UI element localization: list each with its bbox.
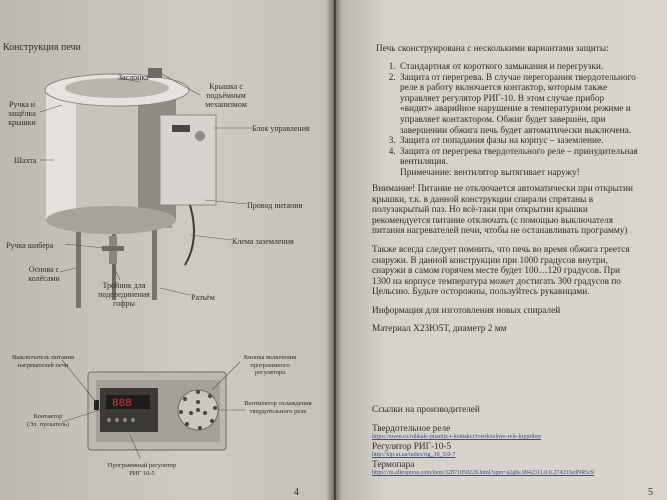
control-fan: [195, 131, 205, 141]
damper-handle: [102, 246, 124, 251]
link-url[interactable]: https://ru.aliexpress.com/item/32871850229.html?spm=a2g0s.9042311.0.0.274233edNR5c9: [372, 470, 594, 476]
page-number-right: 5: [648, 487, 653, 498]
label-power-wire: Провод питания: [247, 201, 303, 210]
label-line: регулятора: [254, 369, 286, 376]
label-ground-clamp: Клема заземления: [232, 237, 294, 246]
label-line: нагревателей печи: [17, 361, 69, 369]
label-line: механизмом: [205, 100, 247, 109]
label-heater-switch: [6, 354, 80, 369]
label-line: крышки: [8, 118, 36, 127]
label-line: Кнопка включения: [243, 354, 297, 361]
label-line: (Эл. пускатель): [26, 420, 70, 428]
material-line: Материал Х23Ю5Т, диаметр 2 мм: [372, 324, 507, 334]
label-line: подъёмным: [206, 91, 246, 100]
label-line: программного: [250, 361, 290, 369]
control-display: [172, 125, 190, 132]
label-regulator: [98, 462, 186, 477]
label-connector: Разъём: [191, 293, 215, 302]
book-fold: [326, 0, 342, 500]
regulator-button: [115, 418, 119, 422]
protection-item: 4. Защита от перегрева твердотельного реле – принудительная вентиляция.: [398, 147, 638, 168]
lid-mechanism-part: [148, 68, 162, 78]
label-program-button: [236, 354, 304, 377]
regulator-button: [107, 418, 111, 422]
regulator-button: [131, 418, 135, 422]
kiln-bottom: [46, 206, 176, 234]
label-line: Вентилятор охлаждения: [244, 400, 312, 407]
protection-note: Примечание: вентилятор вытягивает наружу!: [400, 167, 580, 178]
label-line: Контактор: [33, 413, 63, 420]
regulator-button: [123, 418, 127, 422]
power-switch: [94, 400, 99, 410]
label-tee: [92, 281, 156, 308]
label-control-unit: Блок управления: [252, 124, 310, 133]
label-damper-handle: Ручка шибера: [6, 241, 54, 250]
label-cooling-fan: [236, 400, 320, 415]
label-line: Выключатель питания: [12, 354, 74, 361]
label-lid: Заслонка: [118, 73, 149, 82]
label-line: гофры: [113, 299, 135, 308]
label-line: Программный регулятор: [107, 462, 177, 469]
page-number-left: 4: [294, 487, 299, 498]
label-line: Крышка с: [209, 82, 243, 91]
protection-item: 2. Защита от перегрева. В случае перегорания твердотельного реле в работу включается контактор, которым также управляет регулятор РИГ-10. В этом случае прибор «видит» аварийное нарушение в температурном режиме и управляет контактором. Обжиг будет завершён, при завершении обжига печь будет автоматически выключена.: [398, 73, 638, 137]
label-line: твердотельного реле: [249, 407, 307, 415]
protection-list: [376, 62, 638, 179]
page-heading: Конструкция печи: [3, 42, 81, 53]
protection-item: 1. Стандартная от короткого замыкания и перегрузки.: [398, 62, 638, 73]
label-line: защёлка: [8, 109, 36, 118]
protection-intro: Печь сконструирована с несколькими вариантами защиты:: [376, 44, 609, 54]
label-line: колёсами: [28, 274, 60, 283]
link-title: Термопара: [372, 460, 415, 470]
link-title: Регулятор РИГ-10-5: [372, 442, 452, 452]
label-contactor: [18, 413, 78, 428]
label-lid-mechanism: [198, 82, 254, 109]
regulator-digits: 888: [112, 398, 132, 410]
link-title: Твердотельное реле: [372, 424, 451, 434]
label-base-wheels: [24, 265, 64, 283]
spirals-title: Информация для изготовления новых спиралей: [372, 306, 561, 316]
cooling-fan-grille: [178, 390, 218, 430]
power-wire: [185, 205, 194, 265]
label-line: РИГ 10-5: [129, 469, 155, 477]
hot-surface-paragraph: Также всегда следует помнить, что печь во время обжига греется снаружи. В данной конструкции при 1000 градусов внутри, снаружи в самом горячем месте будет 100…120 градусов. При 1300 на корпусе температура может достигать 300 градусов по Цельсию. Будьте осторожны, пользуйтесь рукавицами.: [372, 245, 630, 298]
link-url[interactable]: http://kip.ut.ua/index/rig_10_5/0-7: [372, 452, 456, 458]
kiln-highlight: [46, 90, 76, 220]
label-line: Тройник для: [102, 281, 146, 290]
label-line: Ручка и: [8, 100, 36, 109]
label-shaft: Шахта: [14, 156, 37, 165]
link-url[interactable]: https://owen.ru/rubkalc-pitanija-i-kontakci/tverdotelnye-rele-kippribor: [372, 434, 542, 440]
right-page: [336, 0, 667, 500]
warning-paragraph: Внимание! Питание не отключается автоматически при открытии крышки, т.к. в данной конструкции спирали спрятаны в полузакрытый паз. Но всё-таки при открытии крышки рекомендуется питание отключать (с помощью выключателя питания нагревателей печи, чтобы не останавливать программу): [372, 184, 633, 237]
protection-item: 3. Защита от попадания фазы на корпус – заземление.: [398, 136, 638, 147]
label-latch-handle: [4, 100, 40, 127]
links-title: Ссылки на производителей: [372, 405, 480, 415]
label-line: подсоединения: [98, 290, 150, 299]
label-line: Основа с: [28, 265, 60, 274]
regulator-body: [100, 388, 158, 432]
kiln-lid-center: [65, 78, 169, 98]
